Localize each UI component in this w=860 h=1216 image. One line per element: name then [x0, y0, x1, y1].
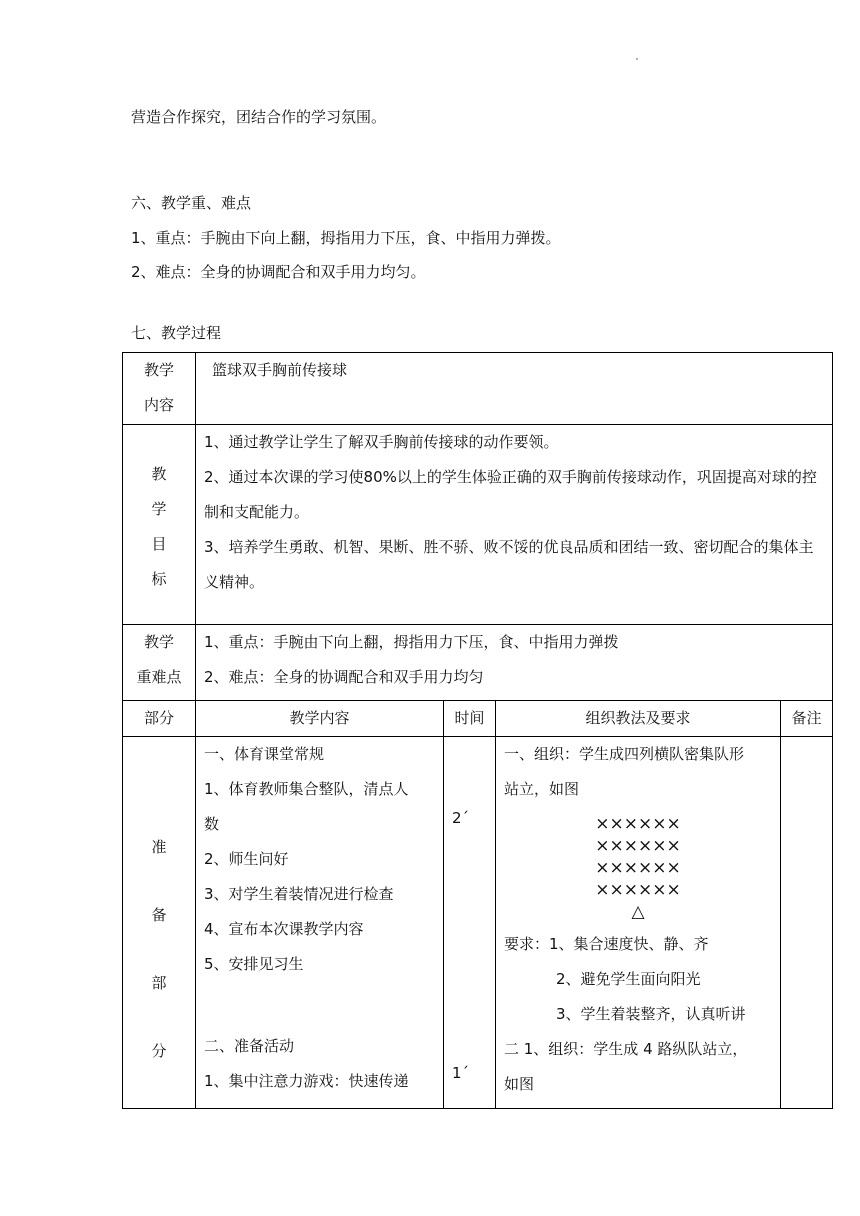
requirement-1: 要求：1、集合速度快、静、齐	[504, 935, 709, 953]
content-label-2: 内容	[143, 396, 174, 414]
content-label-cell	[123, 353, 196, 425]
content-value-cell	[196, 353, 833, 425]
prep-content-8: 二、准备活动	[204, 1037, 295, 1055]
header-time: 时间	[444, 701, 496, 737]
section-6-item-1: 1、重点：手腕由下向上翻，拇指用力下压，食、中指用力弹拨。	[131, 229, 561, 247]
prep-content-9: 1、集中注意力游戏：快速传递	[204, 1072, 409, 1090]
header-row	[123, 701, 833, 737]
section-6-item-2: 2、难点：全身的协调配合和双手用力均匀。	[131, 263, 426, 281]
content-label-1: 教学	[143, 361, 174, 379]
prep-method-cell	[496, 737, 781, 1109]
goal-label-cell	[123, 425, 196, 625]
formation-row-4: ××××××	[595, 880, 681, 900]
header-method: 组织教法及要求	[496, 701, 781, 737]
prep-content-6: 4、宣布本次课教学内容	[204, 920, 364, 938]
goal-label-3: 目	[151, 535, 167, 553]
prep-content-block-1	[196, 737, 443, 1017]
requirement-3: 3、学生着装整齐，认真听讲	[556, 1005, 746, 1023]
section-6-title: 六、教学重、难点	[131, 194, 252, 212]
prep-content-2: 1、体育教师集合整队，清点人	[204, 780, 409, 798]
goal-row	[123, 425, 833, 625]
key-cell	[196, 625, 833, 701]
page-mark	[636, 58, 638, 60]
prep-content-7: 5、安排见习生	[204, 955, 304, 973]
prep-part-2: 备	[151, 906, 167, 924]
header-content: 教学内容	[196, 701, 444, 737]
prep-time-1: 2ˊ	[452, 809, 470, 827]
prep-note-cell	[781, 737, 833, 1109]
method-line-2: 站立，如图	[504, 780, 580, 798]
prep-part-4: 分	[151, 1042, 167, 1060]
goal-label-4: 标	[151, 570, 167, 588]
goal-1: 1、通过教学让学生了解双手胸前传接球的动作要领。	[204, 433, 559, 451]
prep-part-1: 准	[151, 838, 167, 856]
header-note: 备注	[781, 701, 833, 737]
key-label-2: 重难点	[136, 668, 182, 686]
key-row	[123, 625, 833, 701]
goal-label-2: 学	[151, 500, 167, 518]
prep-time-2: 1ˊ	[452, 1064, 470, 1082]
requirement-2: 2、避免学生面向阳光	[556, 970, 701, 988]
intro-line: 营造合作探究，团结合作的学习氛围。	[131, 108, 387, 126]
goal-cell	[196, 425, 833, 625]
goal-2: 2、通过本次课的学习使80%以上的学生体验正确的双手胸前传接球动作，巩固提高对球的控制和支配能力。	[204, 468, 817, 521]
goal-3: 3、培养学生勇敢、机智、果断、胜不骄、败不馁的优良品质和团结一致、密切配合的集体主义精神。	[204, 538, 814, 591]
section-7-title: 七、教学过程	[131, 324, 222, 342]
prep-content-4: 2、师生问好	[204, 850, 289, 868]
prep-row	[123, 737, 833, 1109]
key-label-cell	[123, 625, 196, 701]
key-item-1: 1、重点：手腕由下向上翻，拇指用力下压，食、中指用力弹拨	[204, 633, 619, 651]
key-item-2: 2、难点：全身的协调配合和双手用力均匀	[204, 668, 484, 686]
formation-teacher-icon: △	[631, 902, 645, 922]
formation-diagram	[496, 807, 780, 927]
header-part: 部分	[123, 701, 196, 737]
method2-line-2: 如图	[504, 1075, 535, 1093]
prep-content-3: 数	[204, 815, 220, 833]
method-line-1: 一、组织：学生成四列横队密集队形	[504, 745, 745, 763]
method2-line-1: 二 1、组织：学生成 4 路纵队站立，	[504, 1040, 748, 1058]
content-row	[123, 353, 833, 425]
prep-part-cell	[123, 737, 196, 1109]
prep-part-label	[123, 830, 195, 1069]
prep-time-cell	[444, 737, 496, 1109]
formation-row-3: ××××××	[595, 858, 681, 878]
goal-label	[123, 425, 195, 597]
key-label-1: 教学	[143, 633, 174, 651]
lesson-plan-table	[122, 352, 833, 1109]
goal-label-1: 教	[151, 465, 167, 483]
prep-content-1: 一、体育课堂常规	[204, 745, 325, 763]
formation-row-1: ××××××	[595, 814, 681, 834]
prep-content-cell	[196, 737, 444, 1109]
content-value: 篮球双手胸前传接球	[212, 361, 348, 379]
prep-content-5: 3、对学生着装情况进行检查	[204, 885, 394, 903]
prep-part-3: 部	[151, 974, 167, 992]
formation-row-2: ××××××	[595, 836, 681, 856]
